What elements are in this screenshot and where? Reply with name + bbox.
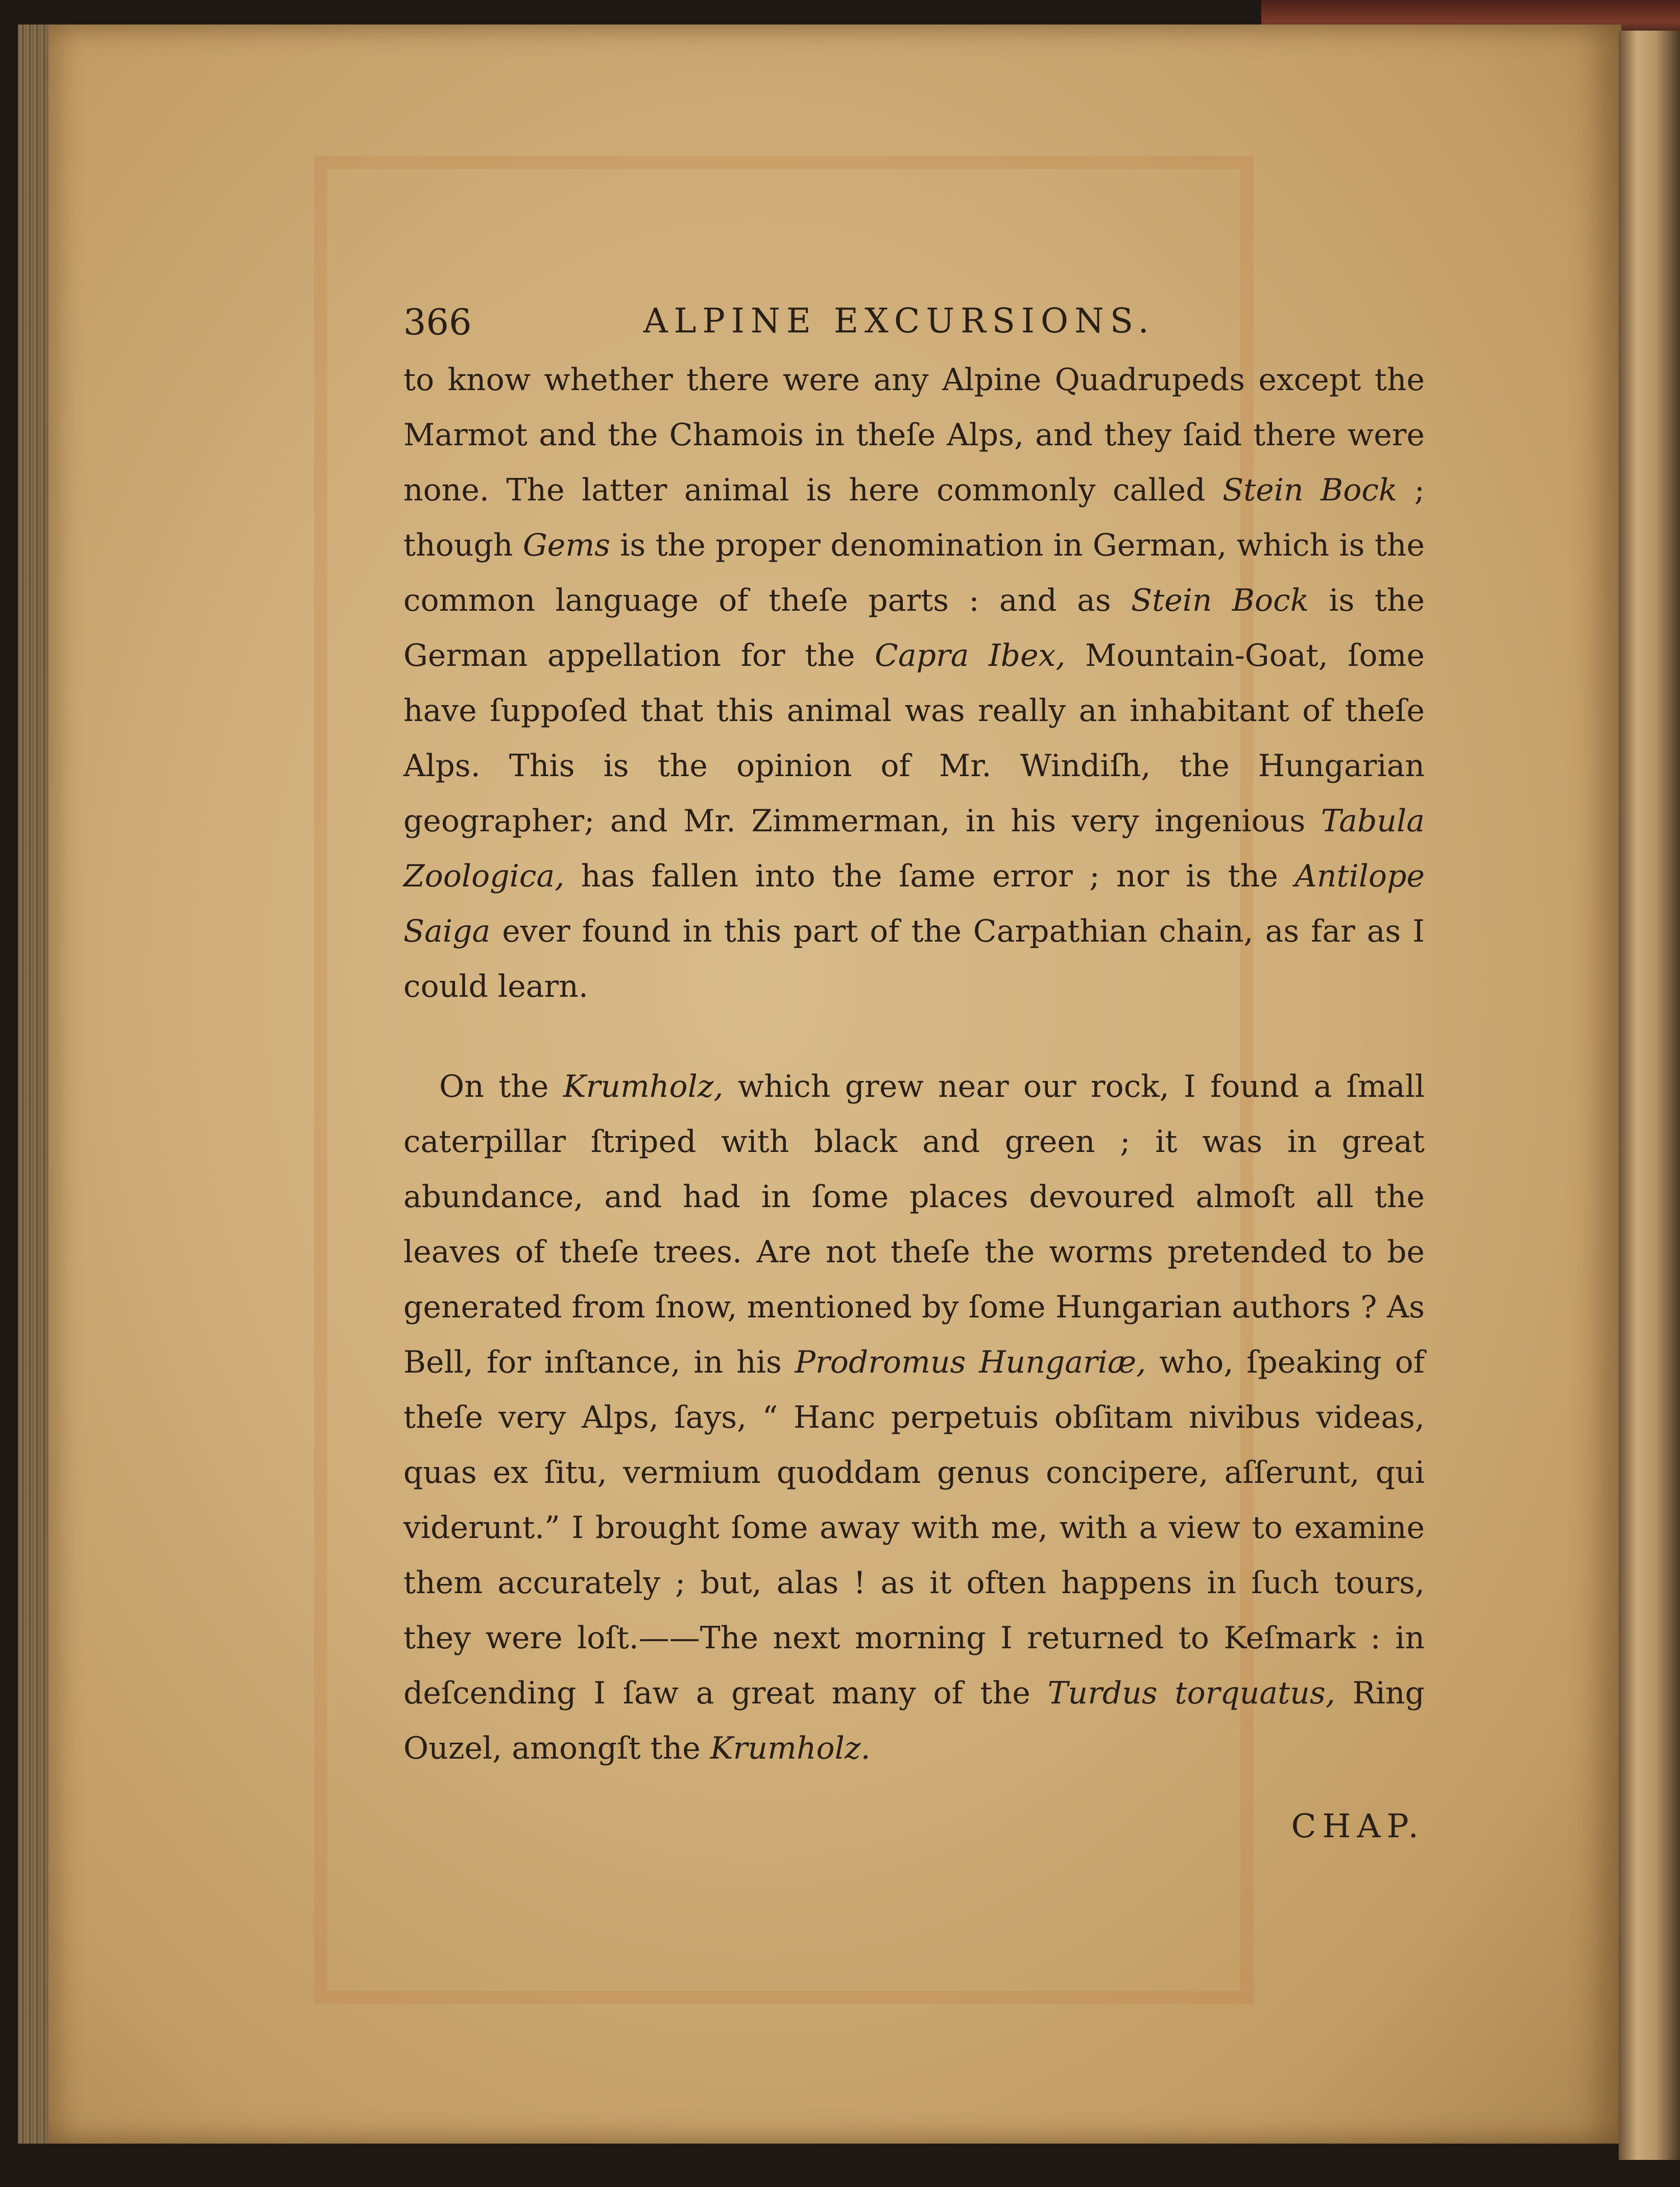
text-run: On the (439, 1069, 563, 1104)
italic-term: Antilope Saiga (403, 858, 1425, 949)
italic-term: Gems (522, 527, 610, 563)
catchword-row (403, 1808, 1425, 1845)
italic-term: Stein Bock (1131, 583, 1309, 618)
book-spine-edge (1619, 31, 1680, 2160)
italic-term: Turdus torquatus, (1047, 1675, 1335, 1711)
text-run: ever found in this part of the Carpathian chain, as far as I could learn. (403, 914, 1425, 1004)
text-run: Ring Ouzel, amongſt the (403, 1675, 1425, 1766)
italic-term: Krumholz. (710, 1731, 871, 1766)
text-run: is the proper denomination in German, which is the common language of theſe parts : and as (403, 527, 1425, 618)
paragraph-2 (403, 1059, 1425, 1776)
page-number: 366 (403, 301, 472, 343)
text-run: to know whether there were any Alpine Quadrupeds except the Marmot and the Chamois in theſe Alps, and they ſaid there were none. The latter animal is here commonly called (403, 362, 1425, 508)
text-run: has fallen into the ſame error ; nor is the (564, 858, 1295, 894)
italic-term: Capra Ibex, (874, 638, 1066, 674)
running-title: ALPINE EXCURSIONS. (643, 301, 1155, 341)
text-run: who, ſpeaking of theſe very Alps, ſays, “ Hanc perpetuis obſitam nivibus videas, quas ex ſitu, vermium quoddam genus concipere, aſſerunt, qui viderunt.” I brought ſome away with me, with a view to examine them accurately ; but, alas ! as it often happens in ſuch tours, they were loſt.——The next morning I returned to Keſmark : in deſcending I ſaw a great many of the (403, 1344, 1425, 1711)
text-block (403, 291, 1425, 1845)
italic-term: Tabula Zoologica, (403, 803, 1425, 894)
italic-term: Prodromus Hungariæ, (795, 1344, 1146, 1380)
italic-term: Krumholz, (563, 1069, 724, 1104)
text-run: is the German appellation for the (403, 583, 1425, 674)
text-run: ; though (403, 472, 1425, 563)
page-header (403, 291, 1425, 352)
italic-term: Stein Bock (1222, 472, 1398, 508)
text-run: which grew near our rock, I found a ſmall caterpillar ſtriped with black and green ; it was in great abundance, and had in ſome places devoured almoſt all the leaves of theſe trees. Are not theſe the worms pretended to be generated from ſnow, mentioned by ſome Hungarian authors ? As Bell, for inſtance, in his (403, 1069, 1425, 1380)
text-run: Mountain-Goat, ſome have ſuppoſed that this animal was really an inhabitant of theſe Alps. This is the opinion of Mr. Windiſh, the Hungarian geographer; and Mr. Zimmerman, in his very ingenious (403, 638, 1425, 839)
catchword: CHAP. (1291, 1808, 1425, 1845)
paragraph-1 (403, 352, 1425, 1014)
